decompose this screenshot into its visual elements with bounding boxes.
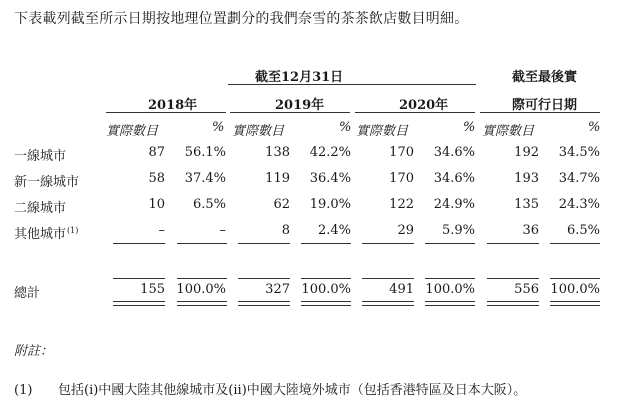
cell: 122 bbox=[389, 197, 414, 212]
row-label-tier1: 一線城市 bbox=[14, 149, 67, 164]
subheader-pct-2019: % bbox=[339, 120, 352, 135]
note-text: 包括(i)中國大陸其他線城市及(ii)中國大陸境外城市（包括香港特區及日本大阪）。 bbox=[58, 383, 527, 398]
cell: 192 bbox=[514, 145, 539, 160]
total-top-line bbox=[550, 278, 600, 279]
total-top-line bbox=[425, 278, 475, 279]
cell: 42.2% bbox=[309, 145, 351, 160]
total-double-line bbox=[238, 301, 290, 306]
intro-text: 下表載列截至所示日期按地理位置劃分的我們奈雪的茶茶飲店數目明細。 bbox=[14, 11, 469, 27]
subheader-pct-2020: % bbox=[463, 120, 476, 135]
subtotal-line bbox=[487, 243, 539, 244]
total-cell: 327 bbox=[265, 282, 290, 297]
total-top-line bbox=[301, 278, 351, 279]
total-double-line bbox=[301, 301, 351, 306]
subheader-count-latest: 實際數目 bbox=[482, 124, 535, 139]
cell: 34.7% bbox=[558, 171, 600, 186]
notes-title: 附註： bbox=[14, 344, 54, 359]
cell: 37.4% bbox=[184, 171, 226, 186]
cell: 36.4% bbox=[309, 171, 351, 186]
total-cell: 491 bbox=[389, 282, 414, 297]
row-label-new-tier1: 新一線城市 bbox=[14, 175, 80, 190]
header-latest-line1: 截至最後實 bbox=[512, 70, 578, 85]
header-group-label: 截至12月31日 bbox=[255, 70, 344, 85]
cell: – bbox=[158, 223, 165, 238]
header-latest-line2: 際可行日期 bbox=[512, 98, 578, 113]
subtotal-line bbox=[113, 243, 165, 244]
subtotal-line bbox=[238, 243, 290, 244]
cell: – bbox=[219, 223, 226, 238]
cell: 193 bbox=[514, 171, 539, 186]
row-label-tier2: 二線城市 bbox=[14, 201, 67, 216]
cell: 62 bbox=[273, 197, 290, 212]
note-number: (1) bbox=[14, 383, 33, 398]
total-cell: 100.0% bbox=[425, 282, 475, 297]
total-double-line bbox=[487, 301, 539, 306]
cell: 170 bbox=[389, 145, 414, 160]
total-top-line bbox=[362, 278, 414, 279]
subtotal-line bbox=[177, 243, 227, 244]
cell: 29 bbox=[397, 223, 414, 238]
header-year-2018: 2018年 bbox=[148, 98, 198, 113]
cell: 10 bbox=[148, 197, 165, 212]
cell: 170 bbox=[389, 171, 414, 186]
cell: 2.4% bbox=[317, 223, 351, 238]
subheader-count-2020: 實際數目 bbox=[356, 124, 409, 139]
row-label-other-text: 其他城市 bbox=[14, 227, 67, 242]
cell: 36 bbox=[522, 223, 539, 238]
cell: 19.0% bbox=[309, 197, 351, 212]
total-top-line bbox=[487, 278, 539, 279]
total-double-line bbox=[550, 301, 600, 306]
cell: 34.6% bbox=[433, 171, 475, 186]
subtotal-line bbox=[301, 243, 351, 244]
cell: 34.6% bbox=[433, 145, 475, 160]
cell: 58 bbox=[148, 171, 165, 186]
cell: 119 bbox=[265, 171, 290, 186]
header-year-2020: 2020年 bbox=[399, 98, 449, 113]
cell: 138 bbox=[265, 145, 290, 160]
subheader-pct-latest: % bbox=[588, 120, 601, 135]
header-group-underline bbox=[228, 84, 476, 85]
subheader-count-2019: 實際數目 bbox=[232, 124, 285, 139]
cell: 87 bbox=[148, 145, 165, 160]
total-double-line bbox=[362, 301, 414, 306]
cell: 135 bbox=[514, 197, 539, 212]
footnote-marker: (1) bbox=[67, 225, 79, 235]
cell: 6.5% bbox=[192, 197, 226, 212]
total-double-line bbox=[113, 301, 165, 306]
cell: 34.5% bbox=[558, 145, 600, 160]
cell: 5.9% bbox=[441, 223, 475, 238]
total-top-line bbox=[177, 278, 227, 279]
year-underline-2018 bbox=[106, 112, 226, 113]
total-cell: 556 bbox=[514, 282, 539, 297]
total-cell: 100.0% bbox=[176, 282, 226, 297]
year-underline-2019 bbox=[230, 112, 350, 113]
note-item bbox=[14, 379, 526, 398]
subheader-count-2018: 實際數目 bbox=[106, 124, 159, 139]
total-top-line bbox=[113, 278, 165, 279]
year-underline-latest bbox=[480, 112, 600, 113]
total-cell: 155 bbox=[140, 282, 165, 297]
cell: 6.5% bbox=[566, 223, 600, 238]
year-underline-2020 bbox=[355, 112, 475, 113]
cell: 56.1% bbox=[184, 145, 226, 160]
cell: 8 bbox=[281, 223, 290, 238]
header-year-2019: 2019年 bbox=[275, 98, 325, 113]
total-double-line bbox=[425, 301, 475, 306]
subtotal-line bbox=[425, 243, 475, 244]
subheader-pct-2018: % bbox=[212, 120, 225, 135]
total-cell: 100.0% bbox=[301, 282, 351, 297]
cell: 24.3% bbox=[558, 197, 600, 212]
total-top-line bbox=[238, 278, 290, 279]
subtotal-line bbox=[362, 243, 414, 244]
subtotal-line bbox=[550, 243, 600, 244]
cell: 24.9% bbox=[433, 197, 475, 212]
total-cell: 100.0% bbox=[550, 282, 600, 297]
row-label-total: 總計 bbox=[14, 286, 41, 301]
row-label-other bbox=[14, 223, 78, 242]
total-double-line bbox=[177, 301, 227, 306]
